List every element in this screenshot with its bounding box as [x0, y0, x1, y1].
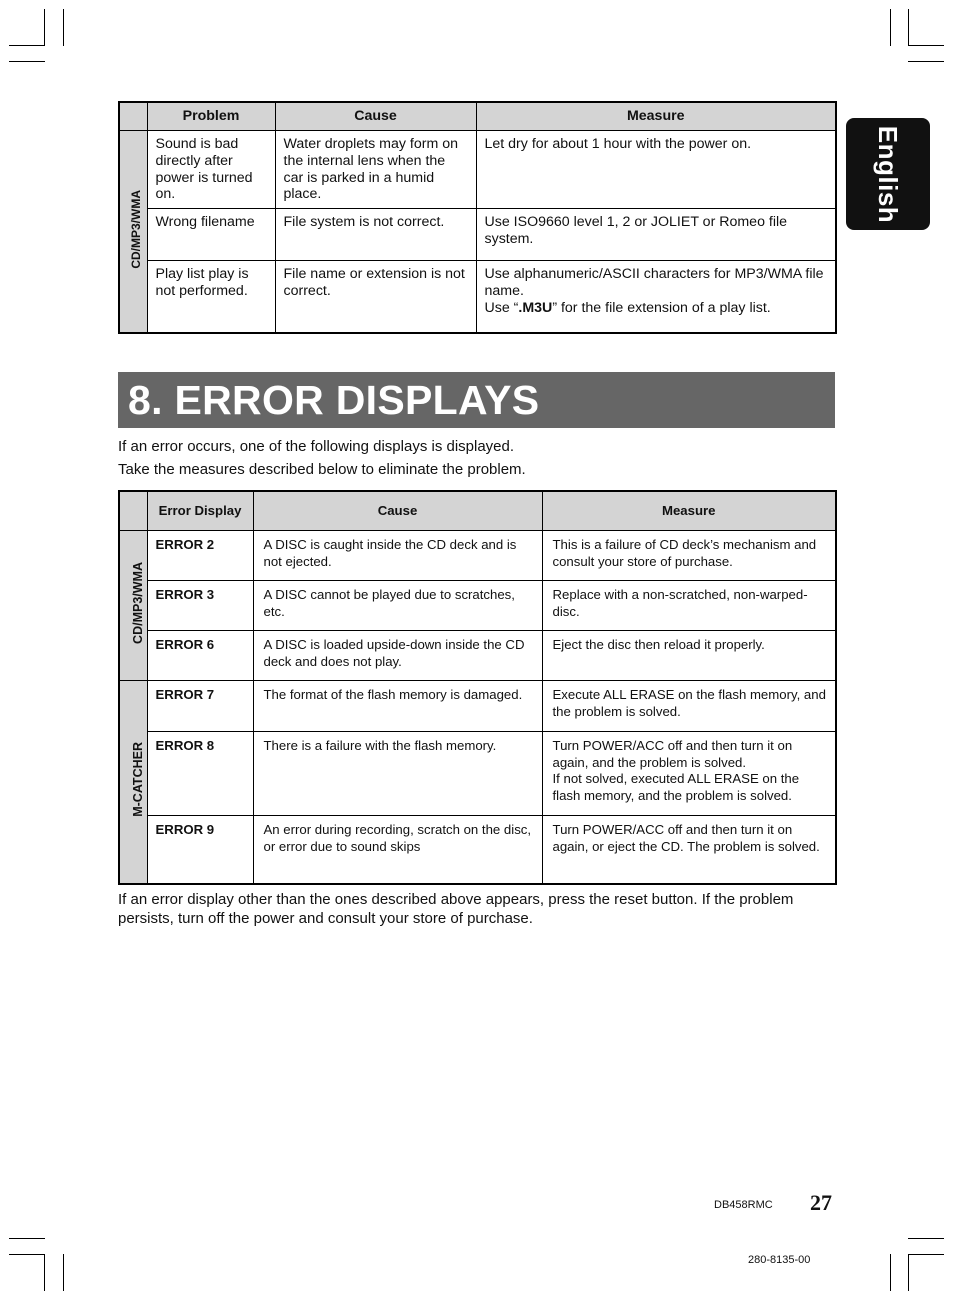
table-row — [119, 581, 836, 631]
crop-mark — [890, 9, 891, 46]
table-row — [119, 209, 836, 261]
cause-cell: Water droplets may form on the internal lens when the car is parked in a humid place. — [275, 131, 476, 209]
crop-mark — [890, 1254, 891, 1291]
crop-mark — [908, 1254, 944, 1255]
footer-paragraph: If an error display other than the ones described above appears, press the reset button. If the problem persists, turn off the power and consult your store of purchase. — [118, 891, 794, 927]
table-corner-cell — [119, 102, 147, 131]
file-extension: .M3U — [518, 299, 553, 316]
measure-cell: Execute ALL ERASE on the flash memory, and the problem is solved. — [542, 681, 836, 732]
measure-cell — [476, 261, 836, 333]
cause-cell: The format of the flash memory is damaged. — [253, 681, 542, 732]
crop-mark — [9, 1254, 45, 1255]
group-label: CD/MP3/WMA — [129, 189, 143, 269]
cause-cell: File name or extension is not correct. — [275, 261, 476, 333]
error-code: ERROR 7 — [147, 681, 253, 732]
table-row — [119, 681, 836, 732]
group-label-cell — [119, 681, 147, 884]
problem-cell: Wrong filename — [147, 209, 275, 261]
crop-mark — [44, 9, 45, 46]
error-code: ERROR 8 — [147, 732, 253, 816]
crop-mark — [63, 1254, 64, 1291]
page-number: 27 — [810, 1190, 832, 1215]
table-header-row — [119, 102, 836, 131]
crop-mark — [908, 9, 909, 46]
crop-mark — [63, 9, 64, 46]
intro-line: If an error occurs, one of the following displays is displayed. — [118, 438, 515, 455]
language-tab-label: English — [873, 125, 904, 223]
header-error-display: Error Display — [147, 491, 253, 531]
measure-cell: Use ISO9660 level 1, 2 or JOLIET or Romeo file system. — [476, 209, 836, 261]
table-row — [119, 131, 836, 209]
crop-mark — [908, 61, 944, 62]
table-row — [119, 631, 836, 681]
table-header-row — [119, 491, 836, 531]
header-problem: Problem — [147, 102, 275, 131]
cause-cell: A DISC is loaded upside-down inside the CD deck and does not play. — [253, 631, 542, 681]
measure-line: If not solved, executed ALL ERASE on the flash memory, and the problem is solved. — [552, 771, 800, 803]
troubleshooting-table — [118, 101, 837, 334]
section-title: 8. ERROR DISPLAYS — [118, 372, 835, 428]
measure-cell: Let dry for about 1 hour with the power on. — [476, 131, 836, 209]
measure-text: Use “ — [484, 299, 519, 316]
measure-line — [485, 300, 829, 317]
crop-mark — [908, 1254, 909, 1291]
table-corner-cell — [119, 491, 147, 531]
cause-cell: An error during recording, scratch on the disc, or error due to sound skips — [253, 816, 542, 884]
group-label: M-CATCHER — [131, 742, 145, 817]
crop-mark — [9, 61, 45, 62]
error-code: ERROR 9 — [147, 816, 253, 884]
problem-cell: Sound is bad directly after power is turned on. — [147, 131, 275, 209]
header-cause: Cause — [253, 491, 542, 531]
table-row — [119, 816, 836, 884]
measure-line: Turn POWER/ACC off and then turn it on again, and the problem is solved. — [552, 738, 793, 770]
table-row — [119, 531, 836, 581]
measure-cell: Eject the disc then reload it properly. — [542, 631, 836, 681]
measure-cell: This is a failure of CD deck’s mechanism and consult your store of purchase. — [542, 531, 836, 581]
language-tab — [846, 118, 930, 230]
crop-mark — [908, 1238, 944, 1239]
table-row — [119, 732, 836, 816]
intro-line: Take the measures described below to eliminate the problem. — [118, 461, 526, 478]
measure-cell: Turn POWER/ACC off and then turn it on again, or eject the CD. The problem is solved. — [542, 816, 836, 884]
group-label-cell — [119, 131, 147, 333]
model-number: DB458RMC — [714, 1199, 773, 1211]
part-number: 280-8135-00 — [748, 1254, 811, 1266]
crop-mark — [908, 45, 944, 46]
error-code: ERROR 6 — [147, 631, 253, 681]
cause-cell: A DISC is caught inside the CD deck and is not ejected. — [253, 531, 542, 581]
measure-cell — [542, 732, 836, 816]
problem-cell: Play list play is not performed. — [147, 261, 275, 333]
crop-mark — [9, 1238, 45, 1239]
error-display-table — [118, 490, 837, 885]
group-label-cell — [119, 531, 147, 681]
table-row — [119, 261, 836, 333]
measure-cell: Replace with a non-scratched, non-warped-disc. — [542, 581, 836, 631]
header-cause: Cause — [275, 102, 476, 131]
group-label: CD/MP3/WMA — [131, 562, 145, 645]
cause-cell: File system is not correct. — [275, 209, 476, 261]
header-measure: Measure — [476, 102, 836, 131]
error-code: ERROR 3 — [147, 581, 253, 631]
cause-cell: There is a failure with the flash memory. — [253, 732, 542, 816]
measure-line: Use alphanumeric/ASCII characters for MP3/WMA file name. — [484, 266, 824, 299]
header-measure: Measure — [542, 491, 836, 531]
crop-mark — [9, 45, 45, 46]
crop-mark — [44, 1254, 45, 1291]
measure-text: ” for the file extension of a play list. — [552, 299, 771, 316]
cause-cell: A DISC cannot be played due to scratches, etc. — [253, 581, 542, 631]
error-code: ERROR 2 — [147, 531, 253, 581]
